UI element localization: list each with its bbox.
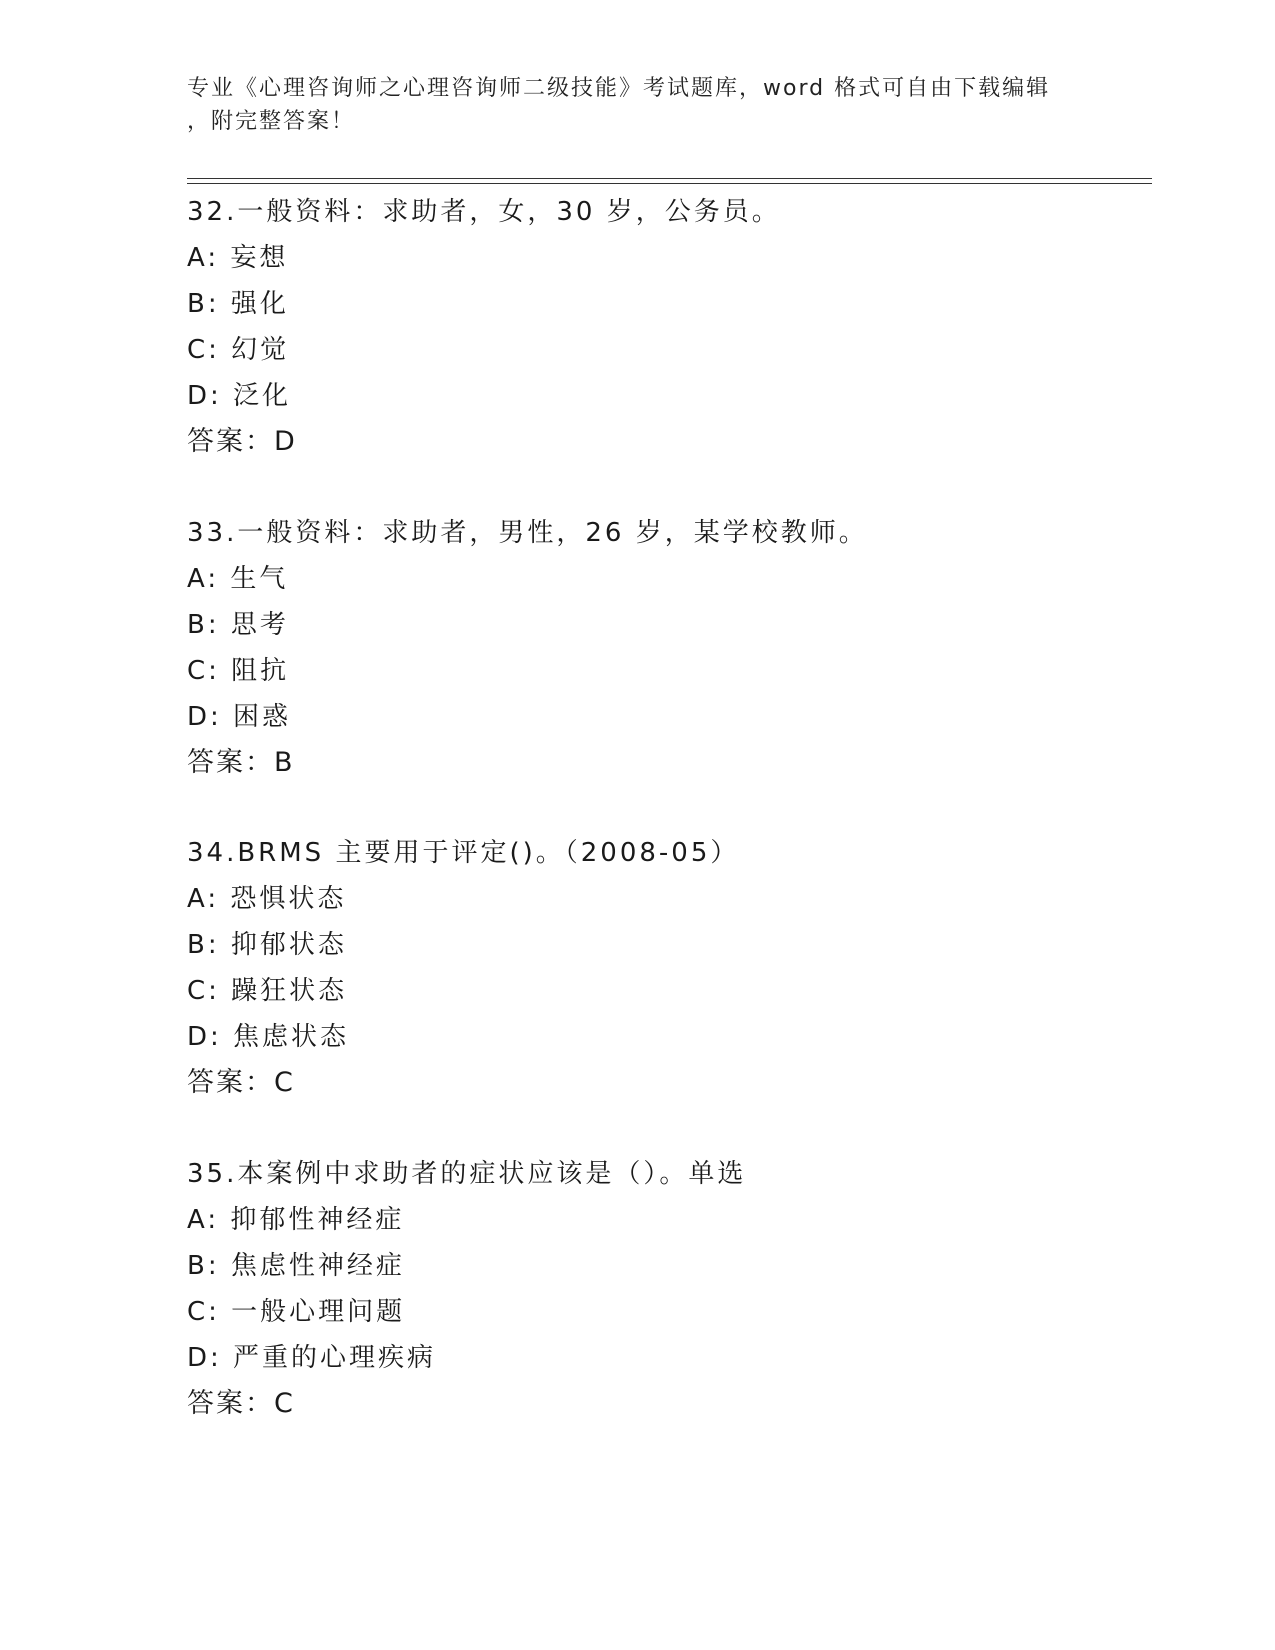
option-d: D: 困惑 [187,702,292,732]
answer-line: 答案：D [187,426,297,457]
option-c: C: 一般心理问题 [187,1297,406,1327]
answer-line: 答案：C [187,1067,295,1098]
question-title: 34.BRMS 主要用于评定()。（2008-05） [187,838,740,868]
question-34 [187,830,1147,1106]
header-line-1: 专业《心理咨询师之心理咨询师二级技能》考试题库，word 格式可自由下载编辑 [187,76,1051,101]
option-c: C: 幻觉 [187,335,290,365]
option-d: D: 焦虑状态 [187,1022,350,1052]
option-a: A: 恐惧状态 [187,884,347,914]
answer-line: 答案：B [187,747,295,778]
option-a: A: 妄想 [187,243,289,273]
answer-line: 答案：C [187,1388,295,1419]
option-c: C: 躁狂状态 [187,976,348,1006]
option-b: B: 焦虑性神经症 [187,1251,405,1281]
document-header [187,72,1087,138]
option-d: D: 泛化 [187,381,292,411]
header-divider-bottom [187,183,1152,184]
question-title: 33.一般资料：求助者，男性，26 岁，某学校教师。 [187,518,868,548]
header-line-2: ，附完整答案！ [187,109,356,134]
question-35 [187,1151,1147,1427]
question-title: 35.本案例中求助者的症状应该是（）。单选 [187,1159,747,1189]
question-title: 32.一般资料：求助者，女，30 岁，公务员。 [187,197,781,227]
option-c: C: 阻抗 [187,656,290,686]
header-divider-top [187,178,1152,179]
question-32 [187,189,1147,465]
option-b: B: 抑郁状态 [187,930,347,960]
question-33 [187,510,1147,786]
option-a: A: 抑郁性神经症 [187,1205,405,1235]
option-d: D: 严重的心理疾病 [187,1343,437,1373]
option-b: B: 强化 [187,289,289,319]
option-a: A: 生气 [187,564,289,594]
option-b: B: 思考 [187,610,289,640]
